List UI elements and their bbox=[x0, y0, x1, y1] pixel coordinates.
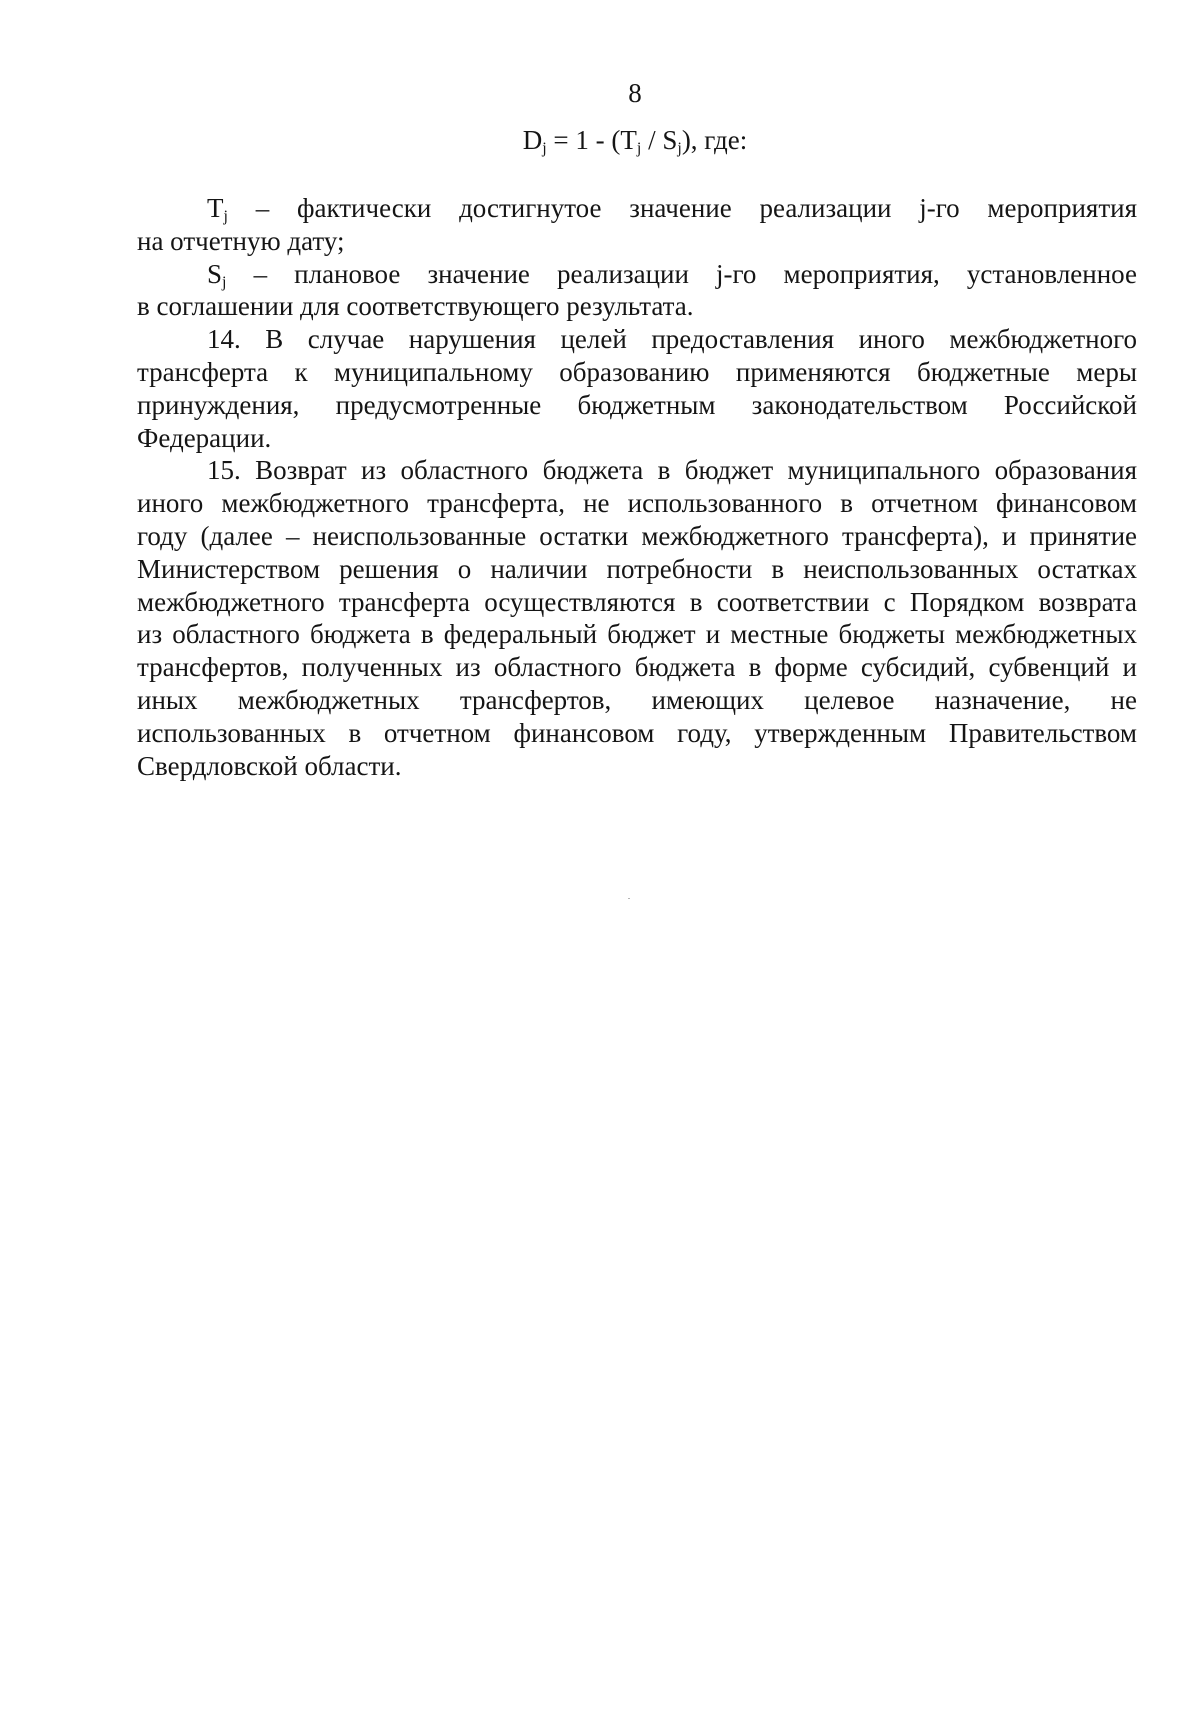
definition-t-letter: T bbox=[207, 193, 224, 223]
formula bbox=[0, 125, 1200, 158]
paragraph-15-line: году (далее – неиспользованные остатки межбюджетного трансферта), и принятие bbox=[137, 520, 1137, 551]
formula-t-subscript: j bbox=[636, 140, 642, 157]
definition-s-text: – плановое значение реализации j-го мероприятия, установленное bbox=[226, 258, 1137, 289]
document-body bbox=[137, 192, 1137, 782]
formula-middle: = 1 - (T bbox=[546, 125, 637, 155]
paragraph-15-line: иных межбюджетных трансфертов, имеющих целевое назначение, не bbox=[137, 684, 1137, 715]
paragraph-15-line: иного межбюджетного трансферта, не использованного в отчетном финансовом bbox=[137, 488, 1137, 519]
scan-speck bbox=[628, 898, 630, 899]
paragraph-15-line: из областного бюджета в федеральный бюджет и местные бюджеты межбюджетных bbox=[137, 619, 1137, 650]
paragraph-15-line: трансфертов, полученных из областного бюджета в форме субсидий, субвенций и bbox=[137, 652, 1137, 683]
definition-s-subscript: j bbox=[222, 273, 227, 291]
definition-s-letter: S bbox=[207, 258, 223, 289]
paragraph-15-line: использованных в отчетном финансовом году, утвержденным Правительством bbox=[137, 717, 1137, 748]
definition-s-line-2: в соглашении для соответствующего результата. bbox=[137, 291, 694, 322]
formula-d: D bbox=[522, 125, 543, 155]
definition-t-line-1 bbox=[137, 192, 1137, 225]
paragraph-14-line: Федерации. bbox=[137, 422, 272, 453]
formula-d-subscript: j bbox=[542, 140, 547, 157]
paragraph-14-line: 14. В случае нарушения целей предоставления иного межбюджетного bbox=[207, 324, 1137, 355]
paragraph-15-line: Свердловской области. bbox=[137, 750, 402, 781]
formula-tail: ), где: bbox=[681, 125, 748, 155]
formula-s-subscript: j bbox=[677, 140, 682, 157]
paragraph-14-line: принуждения, предусмотренные бюджетным законодательством Российской bbox=[137, 389, 1137, 420]
page-number: 8 bbox=[628, 78, 642, 108]
paragraph-14-line: трансферта к муниципальному образованию применяются бюджетные меры bbox=[137, 356, 1137, 387]
paragraph-15-line: межбюджетного трансферта осуществляются в соответствии с Порядком возврата bbox=[137, 586, 1137, 617]
definition-t-text: – фактически достигнутое значение реализации j-го мероприятия bbox=[227, 193, 1137, 223]
definition-t-line-2: на отчетную дату; bbox=[137, 225, 345, 256]
formula-slash: / S bbox=[641, 125, 678, 155]
definition-s-line-1 bbox=[137, 258, 1137, 291]
paragraph-15-line: Министерством решения о наличии потребности в неиспользованных остатках bbox=[137, 553, 1137, 584]
definition-t-subscript: j bbox=[223, 208, 228, 225]
paragraph-15-line: 15. Возврат из областного бюджета в бюджет муниципального образования bbox=[207, 455, 1137, 486]
